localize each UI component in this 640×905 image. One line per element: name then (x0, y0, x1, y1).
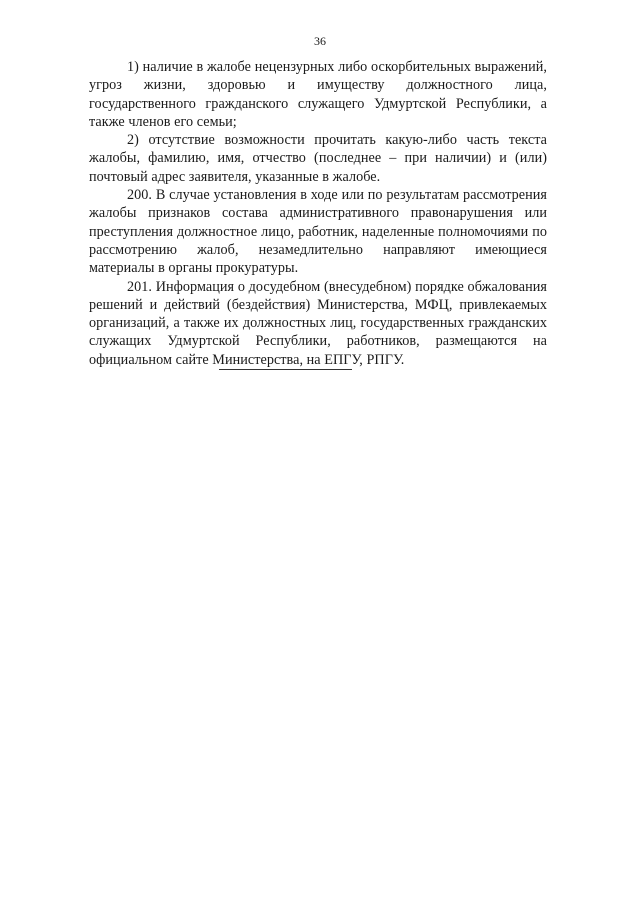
paragraph-item-201: 201. Информация о досудебном (внесудебном) порядке обжалования решений и действий (бездействия) Министерства, МФЦ, привлекаемых организаций, а также их должностных лиц, государственных гражданских служащих Удмуртской Республики, работников, размещаются на официальном сайте Министерства, на ЕПГУ, РПГУ. (89, 278, 547, 368)
paragraph-item-1: 1) наличие в жалобе нецензурных либо оскорбительных выражений, угроз жизни, здоровью и имуществу должностного лица, государственного гражданского служащего Удмуртской Республики, а также членов его семьи; (89, 59, 547, 130)
page-number: 36 (314, 34, 326, 48)
paragraph-item-200: 200. В случае установления в ходе или по результатам рассмотрения жалобы признаков состава административного правонарушения или преступления должностное лицо, работник, наделенные полномочиями по рассмотрению жалоб, незамедлительно направляют имеющиеся материалы в органы прокуратуры. (89, 187, 547, 277)
end-separator-line (219, 369, 352, 370)
document-body (89, 58, 547, 369)
paragraph-item-2: 2) отсутствие возможности прочитать какую-либо часть текста жалобы, фамилию, имя, отчество (последнее – при наличии) и (или) почтовый адрес заявителя, указанные в жалобе. (89, 132, 547, 185)
